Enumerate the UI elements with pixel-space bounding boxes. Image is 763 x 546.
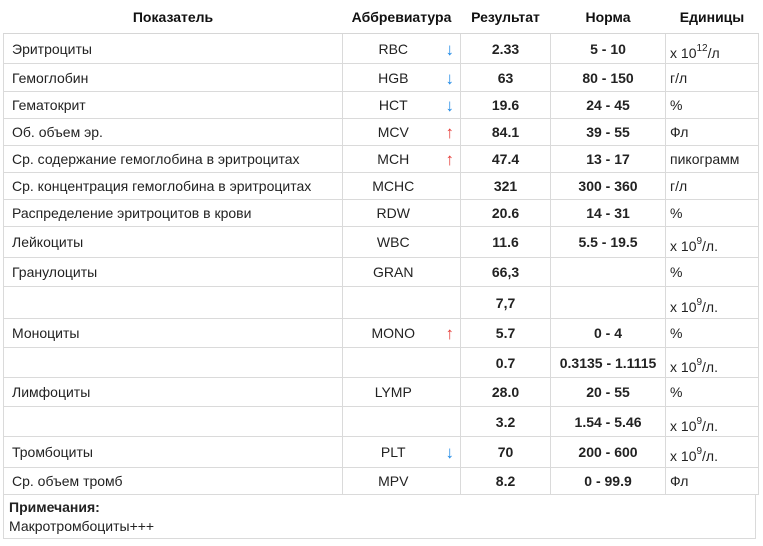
table-row	[4, 34, 759, 64]
parameter-abbr	[343, 407, 444, 437]
flag-cell	[444, 258, 461, 287]
unit-exponent: 9	[696, 415, 703, 427]
parameter-name: Распределение эритроцитов в крови	[4, 200, 343, 227]
reference-range: 80 - 150	[551, 64, 666, 92]
header-row	[4, 0, 759, 34]
parameter-name: Гемоглобин	[4, 64, 343, 92]
parameter-abbr: HCT	[343, 92, 444, 119]
reference-range: 5 - 10	[551, 34, 666, 64]
parameter-abbr	[343, 287, 444, 319]
parameter-name: Гранулоциты	[4, 258, 343, 287]
flag-cell	[444, 227, 461, 258]
parameter-name: Моноциты	[4, 319, 343, 348]
parameter-name: Ср. концентрация гемоглобина в эритроцитах	[4, 173, 343, 200]
result-value: 3.2	[461, 407, 551, 437]
flag-cell	[444, 468, 461, 495]
parameter-name: Гематокрит	[4, 92, 343, 119]
result-value: 84.1	[461, 119, 551, 146]
table-row	[4, 258, 759, 287]
reference-range: 1.54 - 5.46	[551, 407, 666, 437]
unit-scientific	[670, 415, 718, 434]
result-value: 70	[461, 437, 551, 468]
arrow-up-icon: ↑	[445, 123, 454, 142]
unit: %	[666, 319, 759, 348]
reference-range: 39 - 55	[551, 119, 666, 146]
unit	[666, 287, 759, 319]
flag-cell	[444, 146, 461, 173]
flag-cell	[444, 348, 461, 378]
parameter-abbr: MCV	[343, 119, 444, 146]
parameter-abbr: RDW	[343, 200, 444, 227]
unit-exponent: 9	[696, 446, 703, 458]
table-row	[4, 468, 759, 495]
result-value: 63	[461, 64, 551, 92]
flag-cell	[444, 173, 461, 200]
flag-cell	[444, 200, 461, 227]
flag-cell	[444, 378, 461, 407]
result-value: 2.33	[461, 34, 551, 64]
unit	[666, 437, 759, 468]
table-row	[4, 319, 759, 348]
parameter-abbr: GRAN	[343, 258, 444, 287]
arrow-up-icon: ↑	[445, 324, 454, 343]
results-table	[3, 0, 759, 495]
parameter-abbr: HGB	[343, 64, 444, 92]
unit-exponent: 9	[696, 356, 703, 368]
parameter-name: Лимфоциты	[4, 378, 343, 407]
reference-range	[551, 258, 666, 287]
result-value: 321	[461, 173, 551, 200]
parameter-abbr: RBC	[343, 34, 444, 64]
unit-scientific	[670, 238, 718, 254]
unit-base: x 10	[670, 358, 697, 375]
table-row	[4, 119, 759, 146]
unit: г/л	[666, 173, 759, 200]
unit-exponent: 9	[696, 296, 703, 308]
table-row	[4, 173, 759, 200]
unit-suffix: /л.	[702, 358, 718, 375]
unit: Фл	[666, 119, 759, 146]
arrow-down-icon: ↓	[445, 39, 454, 59]
result-value: 28.0	[461, 378, 551, 407]
unit-scientific	[670, 42, 720, 61]
parameter-name	[4, 407, 343, 437]
parameter-name: Лейкоциты	[4, 227, 343, 258]
result-value: 0.7	[461, 348, 551, 378]
reference-range: 14 - 31	[551, 200, 666, 227]
flag-cell	[444, 319, 461, 348]
unit: %	[666, 258, 759, 287]
unit	[666, 227, 759, 258]
parameter-abbr: WBC	[343, 227, 444, 258]
arrow-down-icon: ↓	[445, 68, 454, 88]
parameter-abbr: MPV	[343, 468, 444, 495]
table-row	[4, 378, 759, 407]
flag-cell	[444, 92, 461, 119]
result-value: 47.4	[461, 146, 551, 173]
result-value: 7,7	[461, 287, 551, 319]
unit-suffix: /л.	[702, 238, 718, 254]
result-value: 8.2	[461, 468, 551, 495]
header-abbr: Аббревиатура	[343, 0, 461, 34]
flag-cell	[444, 119, 461, 146]
unit-scientific	[670, 448, 718, 464]
arrow-up-icon: ↑	[445, 150, 454, 169]
flag-cell	[444, 407, 461, 437]
parameter-abbr: MONO	[343, 319, 444, 348]
result-value: 66,3	[461, 258, 551, 287]
unit-suffix: /л	[707, 44, 720, 61]
flag-cell	[444, 437, 461, 468]
reference-range: 13 - 17	[551, 146, 666, 173]
unit: г/л	[666, 64, 759, 92]
parameter-name: Эритроциты	[4, 34, 343, 64]
result-value: 11.6	[461, 227, 551, 258]
unit: Фл	[666, 468, 759, 495]
flag-cell	[444, 34, 461, 64]
table-row	[4, 92, 759, 119]
parameter-name: Об. объем эр.	[4, 119, 343, 146]
reference-range: 24 - 45	[551, 92, 666, 119]
lab-results	[3, 0, 760, 539]
table-row	[4, 407, 759, 437]
unit: пикограмм	[666, 146, 759, 173]
arrow-down-icon: ↓	[445, 443, 454, 462]
parameter-abbr: MCH	[343, 146, 444, 173]
result-value: 20.6	[461, 200, 551, 227]
reference-range	[551, 287, 666, 319]
table-row	[4, 437, 759, 468]
result-value: 19.6	[461, 92, 551, 119]
flag-cell	[444, 64, 461, 92]
unit-base: x 10	[670, 44, 697, 61]
parameter-name: Тромбоциты	[4, 437, 343, 468]
table-row	[4, 64, 759, 92]
unit-suffix: /л.	[702, 448, 718, 464]
parameter-name: Ср. содержание гемоглобина в эритроцитах	[4, 146, 343, 173]
reference-range: 300 - 360	[551, 173, 666, 200]
unit-base: x 10	[670, 417, 697, 434]
reference-range: 0 - 99.9	[551, 468, 666, 495]
unit	[666, 34, 759, 64]
parameter-abbr: MCHC	[343, 173, 444, 200]
unit	[666, 407, 759, 437]
flag-cell	[444, 287, 461, 319]
arrow-down-icon: ↓	[445, 96, 454, 115]
table-row	[4, 200, 759, 227]
unit-exponent: 9	[696, 236, 703, 248]
unit	[666, 348, 759, 378]
unit-suffix: /л.	[702, 417, 718, 434]
unit-base: x 10	[670, 448, 697, 464]
header-units: Единицы	[666, 0, 759, 34]
unit: %	[666, 92, 759, 119]
parameter-abbr	[343, 348, 444, 378]
header-name: Показатель	[4, 0, 343, 34]
unit-base: x 10	[670, 238, 697, 254]
notes-text: Макротромбоциты+++	[9, 518, 155, 534]
header-result: Результат	[461, 0, 551, 34]
parameter-name	[4, 348, 343, 378]
table-row	[4, 348, 759, 378]
reference-range: 0.3135 - 1.1115	[551, 348, 666, 378]
notes-title: Примечания:	[9, 499, 100, 515]
parameter-abbr: LYMP	[343, 378, 444, 407]
reference-range: 0 - 4	[551, 319, 666, 348]
parameter-name: Ср. объем тромб	[4, 468, 343, 495]
notes-section	[3, 495, 756, 539]
unit-exponent: 12	[696, 42, 708, 54]
unit-base: x 10	[670, 298, 697, 315]
reference-range: 5.5 - 19.5	[551, 227, 666, 258]
table-row	[4, 287, 759, 319]
parameter-name	[4, 287, 343, 319]
table-row	[4, 227, 759, 258]
reference-range: 20 - 55	[551, 378, 666, 407]
unit-scientific	[670, 356, 718, 375]
reference-range: 200 - 600	[551, 437, 666, 468]
parameter-abbr: PLT	[343, 437, 444, 468]
unit-suffix: /л.	[702, 298, 718, 315]
table-row	[4, 146, 759, 173]
result-value: 5.7	[461, 319, 551, 348]
results-body	[4, 34, 759, 495]
unit: %	[666, 200, 759, 227]
header-norm: Норма	[551, 0, 666, 34]
unit: %	[666, 378, 759, 407]
unit-scientific	[670, 296, 718, 315]
